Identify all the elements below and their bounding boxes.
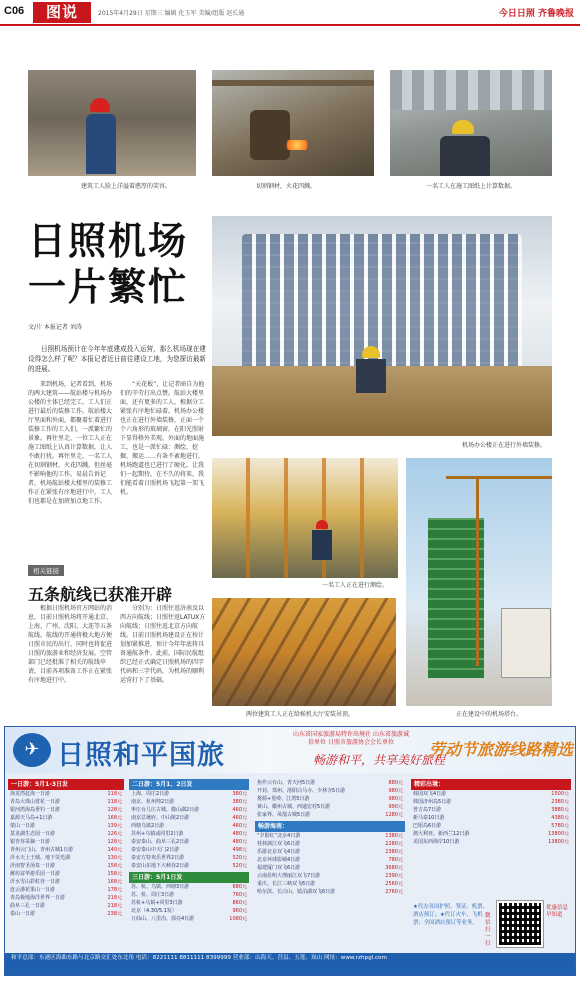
ad-tour-price: 4380元 — [551, 815, 569, 821]
ad-tour-row — [255, 864, 405, 872]
ad-tour-name: 嘉源天马岛+1日游 — [10, 815, 53, 821]
ad-tour-row — [255, 779, 405, 787]
related-link-tag: 相关链接 — [28, 565, 64, 576]
ad-tour-price: 380元 — [232, 799, 247, 805]
ad-tour-price: 680元 — [232, 884, 247, 890]
ad-tour-price: 2760元 — [385, 889, 403, 895]
caption-photo2: 切割钢材，火花四溅。 — [256, 183, 317, 190]
ad-tour-row — [255, 840, 405, 848]
article-column-2-text: “天花板”，让记者暗自为他们的辛劳打出点赞。航站大楼里面，还有更多的工人，根据分工紧张有序地忙碌着。机场办公楼也正在进行外墙装修，正面一个个六角形的玻璃窗，在阳光照射下显得格外美观。外面的地面施工，也是一派忙碌：测绘、挖掘、搬运……有条不紊地进行，机场跑道也已进行了硬化。让我们一起期待，在不久的将来，我们能看着日照机场飞起第一架飞机。 — [120, 381, 205, 496]
ad-tour-price: 960元 — [232, 908, 247, 914]
ad-tour-row — [411, 798, 571, 806]
ad-tour-price: 760元 — [232, 892, 247, 898]
ad-column-title: 精彩出境： — [411, 779, 571, 790]
ad-tour-price: 990元 — [388, 804, 403, 810]
ad-tour-name: 枣庄台儿庄古城、微山湖2日游 — [131, 807, 200, 813]
ad-tour-row — [255, 848, 405, 856]
ad-tour-name: 韩国双飞4日游 — [413, 791, 447, 797]
ad-tour-price: 168元 — [107, 815, 122, 821]
terminal-block — [501, 608, 551, 678]
ad-tour-name: 南京总统府、中山陵2日游 — [131, 815, 190, 821]
article-lede: 日照机场预计在今年年底建成投入运营，那么机场现在建设得怎么样了呢？本报记者近日前往建设工地，为您探访最新的进展。 — [28, 345, 207, 373]
ad-tour-price: 2380元 — [551, 799, 569, 805]
ad-tour-price: 158元 — [107, 863, 122, 869]
ad-tour-row — [129, 915, 249, 923]
article-column-2 — [120, 380, 208, 562]
ad-threeday-list — [129, 883, 249, 923]
ad-tour-name: 曲阜三孔一日游 — [10, 903, 46, 909]
ad-tour-name: 沂水雪山彩虹谷一日游 — [10, 879, 61, 885]
ad-tour-name: 桂林漓江双飞6日游 — [257, 841, 301, 847]
caption-survey: 一名工人正在进行测绘。 — [322, 582, 389, 589]
ad-tour-row — [255, 832, 405, 840]
ad-column-title: 二日游：5月1、2日发 — [129, 779, 249, 790]
ad-tour-name: 苏杭+乌镇+同里3日游 — [131, 900, 183, 906]
ad-tour-row — [8, 886, 124, 894]
ad-tour-name: 沂南智圣汤泉一日游 — [10, 863, 56, 869]
ad-tour-row — [8, 790, 124, 798]
ad-tour-price: 460元 — [232, 815, 247, 821]
ad-tour-name: 美国东西海岸10日游 — [413, 839, 460, 845]
ad-tour-name: 南京、杭州帅2日游 — [131, 799, 175, 805]
ad-tour-name: 莫龙湖生态园一日游 — [10, 831, 56, 837]
ad-tour-row — [255, 787, 405, 795]
photo-ceiling-install — [212, 598, 396, 706]
ad-tour-name: 西塘乌镇2日游 — [131, 823, 165, 829]
ad-feature-title: 劳动节旅游线路精选 — [429, 740, 574, 759]
ad-tour-price: 2280元 — [385, 841, 403, 847]
ad-tour-name: 黄山、徽州古城、西递宏村5日游 — [257, 804, 331, 810]
page-number: C06 — [4, 5, 25, 17]
sub-headline: 五条航线已获准开辟 — [28, 585, 173, 604]
ad-tour-price: 118元 — [107, 799, 122, 805]
ad-tour-price: 1380元 — [385, 833, 403, 839]
ad-tour-name: 泰安山东地下大峡谷2日游 — [131, 863, 190, 869]
ad-tour-row — [129, 854, 249, 862]
ad-tour-row — [129, 883, 249, 891]
article-headline — [28, 218, 208, 310]
ad-tour-row — [411, 814, 571, 822]
ad-tour-name: 苏州+乌镇或同里2日游 — [131, 831, 184, 837]
ad-tour-name: 青岛大珠山赏花一日游 — [10, 799, 61, 805]
ad-tour-row — [255, 880, 405, 888]
ad-tour-name: 焦作云台山、青天河5日游 — [257, 780, 316, 786]
ad-tour-price: 1080元 — [229, 916, 247, 922]
ad-column-long — [255, 779, 405, 949]
ad-tour-row — [411, 790, 571, 798]
ad-tour-row — [129, 822, 249, 830]
ad-tour-row — [129, 806, 249, 814]
ad-tour-price: 158元 — [107, 871, 122, 877]
ad-tour-row — [8, 846, 124, 854]
ad-tour-price: 128元 — [107, 807, 122, 813]
ad-tour-price: 520元 — [232, 863, 247, 869]
ad-oneday-list — [8, 790, 124, 918]
article-byline: 文/片 本报记者 刘涛 — [28, 324, 82, 331]
ad-tour-row — [255, 795, 405, 803]
ad-services-note: ★代办各国护照、签证、机票、酒店预订；★代订火车、飞机票；全国酒店预订等业务。 — [413, 904, 488, 926]
ad-tour-row — [8, 814, 124, 822]
headline-line1: 日照机场 — [28, 218, 189, 263]
ad-tour-row — [8, 822, 124, 830]
headline-line2: 一片繁忙 — [28, 264, 189, 309]
ad-tour-price: 5780元 — [551, 823, 569, 829]
photo-reading-drawings — [390, 70, 552, 176]
sub-article-column-1 — [28, 604, 116, 716]
ad-tour-name: 重庆、长江三峡双飞6日游 — [257, 881, 316, 887]
ad-tour-name: 海龙湾赶海一日游 — [10, 791, 51, 797]
ad-tour-name: 上海、周庄2日游 — [131, 791, 170, 797]
ad-tour-name: 潍坊富华游乐园一日游 — [10, 871, 61, 877]
ad-tour-name: 乐游北京双飞4日游 — [257, 849, 301, 855]
ad-tour-name: 连云港花果山一日游 — [10, 887, 56, 893]
ad-tour-row — [8, 894, 124, 902]
ad-tour-price: 2390元 — [385, 873, 403, 879]
ad-tour-name: 泰山一日游 — [10, 911, 36, 917]
ad-column-outbound — [411, 779, 571, 899]
ad-tour-row — [129, 798, 249, 806]
ad-tour-price: 126元 — [107, 831, 122, 837]
qr-label-right: 优惠信息早知道 — [546, 905, 569, 918]
ad-tour-row — [255, 811, 405, 819]
paper-name: 今日日照 齐鲁晚报 — [498, 9, 574, 19]
caption-photo3: 一名工人在施工图纸上计算数据。 — [426, 183, 517, 190]
ad-association: 山东省国家旅游局特许出境社 山东省旅游诚信单位 日照市旅游协会会长单位 — [293, 731, 409, 746]
ad-tour-name: 福建厦门双飞6日游 — [257, 865, 301, 871]
ad-tour-name: 开封、郑州、洛阳白马寺、少林寺5日游 — [257, 788, 346, 794]
ad-tour-row — [129, 899, 249, 907]
ad-tour-row — [129, 814, 249, 822]
dove-logo-icon: ✈ — [13, 733, 51, 767]
caption-facade: 机场办公楼正在进行外墙装修。 — [462, 442, 547, 449]
ad-tour-name: 张家界、凤凰古城5日游 — [257, 812, 311, 818]
ad-tour-row — [411, 822, 571, 830]
ad-tour-price: 880元 — [388, 780, 403, 786]
ad-tour-name: 澳大利亚、新西兰12日游 — [413, 831, 470, 837]
ad-tour-row — [255, 888, 405, 896]
ad-tour-price: 139元 — [107, 823, 122, 829]
crane-jib — [446, 476, 552, 479]
ad-tour-row — [8, 870, 124, 878]
ad-tour-name: 蒙山一日游 — [10, 823, 36, 829]
photo-office-facade — [212, 216, 552, 436]
ad-column-oneday — [8, 779, 124, 949]
ad-column-title: 一日游：5月1-3日发 — [8, 779, 124, 790]
ad-tour-price: 498元 — [232, 847, 247, 853]
ad-tour-name: 万仙山、八里沟、郭亮4日游 — [131, 916, 195, 922]
ad-tour-row — [411, 806, 571, 814]
travel-advertisement — [4, 726, 576, 976]
ad-tour-price: 118元 — [107, 791, 122, 797]
ad-column-title: 三日游：5月1日发 — [129, 872, 249, 883]
facade-window-grid — [242, 234, 522, 376]
ad-tour-name: 苏、杭、周庄3日游 — [131, 892, 175, 898]
ad-tour-row — [129, 838, 249, 846]
ad-tour-name: 哈尔滨、长白山、镜泊湖双飞6日游 — [257, 889, 336, 895]
ad-tour-price: 3680元 — [385, 865, 403, 871]
ad-tour-row — [255, 872, 405, 880]
ad-tour-name: 青州云门山、青州古城1日游 — [10, 847, 74, 853]
ad-twoday-list — [129, 790, 249, 870]
crane-mast — [476, 476, 479, 666]
ad-tour-price: 460元 — [232, 807, 247, 813]
article-column-1-text: 来到机场，记者看到，机场的两大建筑——航站楼与机场办公楼的主体已经完工，工人们正进行最后的装修工作。航站楼大厅里面和外面，都聚着忙着进行装修工作的工人们，一派繁忙的景象。再往里走，一位工人正在施工图纸上认真计算数据，让人不敢打扰。再往里走，一名工人在切割钢材，火花四溅，但丝毫不影响他的工作。易晨告诉记者，机场航站楼大楼里的装修工作正在紧张有序地进行中，工人们也都是在加班加点地工作。 — [28, 381, 113, 505]
sub-article-column-2 — [120, 604, 208, 716]
ad-column-title: 畅游海南： — [255, 821, 405, 832]
ad-tour-price: 128元 — [107, 839, 122, 845]
ad-domestic-list — [255, 832, 405, 896]
ad-tour-row — [8, 862, 124, 870]
article-column-1 — [28, 380, 116, 562]
ad-tour-row — [8, 830, 124, 838]
ad-tour-row — [129, 846, 249, 854]
qr-code-icon[interactable] — [497, 901, 543, 947]
ad-tour-name: 云南昆明大理丽江双飞7日游 — [257, 873, 321, 879]
page-masthead — [0, 0, 580, 26]
ad-tour-price: 3880元 — [551, 807, 569, 813]
ad-tour-name: 苏、杭、乌镇、西塘3日游 — [131, 884, 190, 890]
qr-label-left: 微信扫一扫 — [485, 913, 491, 947]
ad-tour-price: 860元 — [232, 900, 247, 906]
ad-tour-price: 380元 — [232, 791, 247, 797]
section-title: 图说 — [33, 2, 91, 23]
ad-tour-row — [8, 838, 124, 846]
ad-tour-name: 新马泰10日游 — [413, 815, 445, 821]
ad-tour-name: 银河湾海岛垂钓一日游 — [10, 807, 61, 813]
ad-tour-price: 13800元 — [548, 839, 569, 845]
ad-tour-name: 婺源+篁岭、江湾5日游 — [257, 796, 310, 802]
ad-tour-name: 韩国济州岛5日游 — [413, 799, 452, 805]
ad-tour-name: 北京（4.30/5.1发） — [131, 908, 177, 914]
ad-tour-price: 2380元 — [385, 849, 403, 855]
ad-tour-row — [411, 830, 571, 838]
ad-tour-row — [129, 830, 249, 838]
ad-banner — [5, 727, 575, 773]
ad-tour-row — [255, 856, 405, 864]
photo-cutting-steel — [212, 70, 374, 176]
ad-tour-row — [255, 803, 405, 811]
ad-tour-row — [129, 891, 249, 899]
ad-tour-name: 巴厘岛6日游 — [413, 823, 442, 829]
ad-tour-price: 2560元 — [385, 881, 403, 887]
ad-tour-price: 1500元 — [551, 791, 569, 797]
ad-tour-price: 480元 — [232, 831, 247, 837]
issue-meta: 2015年4月29日 星期三 编辑 化玉军 美编/组版 赵长通 — [98, 10, 245, 17]
ad-tour-name: “夕阳红”北京4日游 — [257, 833, 301, 839]
ad-tour-price: 460元 — [232, 823, 247, 829]
ad-outbound-list — [411, 790, 571, 846]
ad-tour-price: 218元 — [107, 903, 122, 909]
photo-worker-smiling — [28, 70, 196, 176]
ad-tour-price: 520元 — [232, 855, 247, 861]
ad-title: 日照和平国旅 — [57, 740, 225, 771]
ad-tour-name: 北京环球影城4日游 — [257, 857, 301, 863]
ad-slogan: 畅游和平，共享美好旅程 — [313, 753, 446, 767]
ad-tour-row — [8, 798, 124, 806]
ad-column-twoday — [129, 779, 249, 949]
photo-survey — [212, 458, 398, 578]
ad-tour-row — [129, 790, 249, 798]
ad-contact-bar: 和平总部：东港区海曲东路与北京路交汇处东北角 电话：8221111 8811111 8399999 营业部：山海天、莒县、五莲、岚山 网址：www.rzhpgl.com — [5, 953, 575, 975]
ad-tour-price: 178元 — [107, 887, 122, 893]
ad-tour-price: 1280元 — [385, 812, 403, 818]
ad-tour-name: 泰安方特欢乐世界2日游 — [131, 855, 185, 861]
ad-tour-row — [129, 907, 249, 915]
caption-roof: 两位建筑工人正在给候机大厅安装吊顶。 — [246, 711, 355, 718]
caption-tower: 正在建设中的机场塔台。 — [456, 711, 523, 718]
ad-tour-price: 780元 — [388, 857, 403, 863]
caption-photo1: 建筑工人脸上洋溢着憨厚的笑容。 — [81, 183, 172, 190]
ad-tour-row — [8, 854, 124, 862]
ad-tour-row — [8, 910, 124, 918]
sub-article-column-1-text: 根据日照机场官方网站的消息，目前日照机场将开通北京、上海、广州、沈阳、大连等五条航线。航线的开通将极大地方便日照市民的出行，同时也将促进日照的旅游业和经济发展。空管部门已经批准了相关的航线申请，目前各项准备工作正在紧张有序地进行中。 — [28, 605, 113, 684]
ad-tour-name: 沂水天上王城、地下荧光湖 — [10, 855, 71, 861]
ad-tour-name: 泰安泰山、曲阜三孔2日游 — [131, 839, 190, 845]
ad-tour-price: 168元 — [107, 879, 122, 885]
ad-tour-price: 980元 — [388, 796, 403, 802]
ad-long-list — [255, 779, 405, 819]
ad-tour-name: 泰安泰山中天门2日游 — [131, 847, 180, 853]
sub-article-column-2-text: 分别为：日照往返济南及以西方向航线；日照往返LATUX方向航线；日照往返北京方向航线。目前日照机场建设正在按计划加紧推进，预计今年年底将具备通航条件。此前，国际民航组织已经正式确定日照机场的四字代码和三字代码，为机场的顺利运营打下了基础。 — [120, 605, 206, 684]
photo-control-tower — [406, 458, 552, 706]
ad-tour-row — [411, 838, 571, 846]
ad-tour-price: 238元 — [107, 911, 122, 917]
ad-tour-price: 13800元 — [548, 831, 569, 837]
ad-tour-name: 银杏谷采摘一日游 — [10, 839, 51, 845]
ad-tour-price: 480元 — [232, 839, 247, 845]
ad-tour-name: 青岛极地海洋世界一日游 — [10, 895, 66, 901]
ad-tour-name: 普吉岛7日游 — [413, 807, 442, 813]
ad-tour-row — [8, 806, 124, 814]
ad-tour-price: 130元 — [107, 855, 122, 861]
ad-tour-price: 140元 — [107, 847, 122, 853]
ad-tour-row — [8, 878, 124, 886]
ad-tour-row — [129, 862, 249, 870]
ad-tour-price: 980元 — [388, 788, 403, 794]
ad-tour-price: 218元 — [107, 895, 122, 901]
ad-tour-row — [8, 902, 124, 910]
